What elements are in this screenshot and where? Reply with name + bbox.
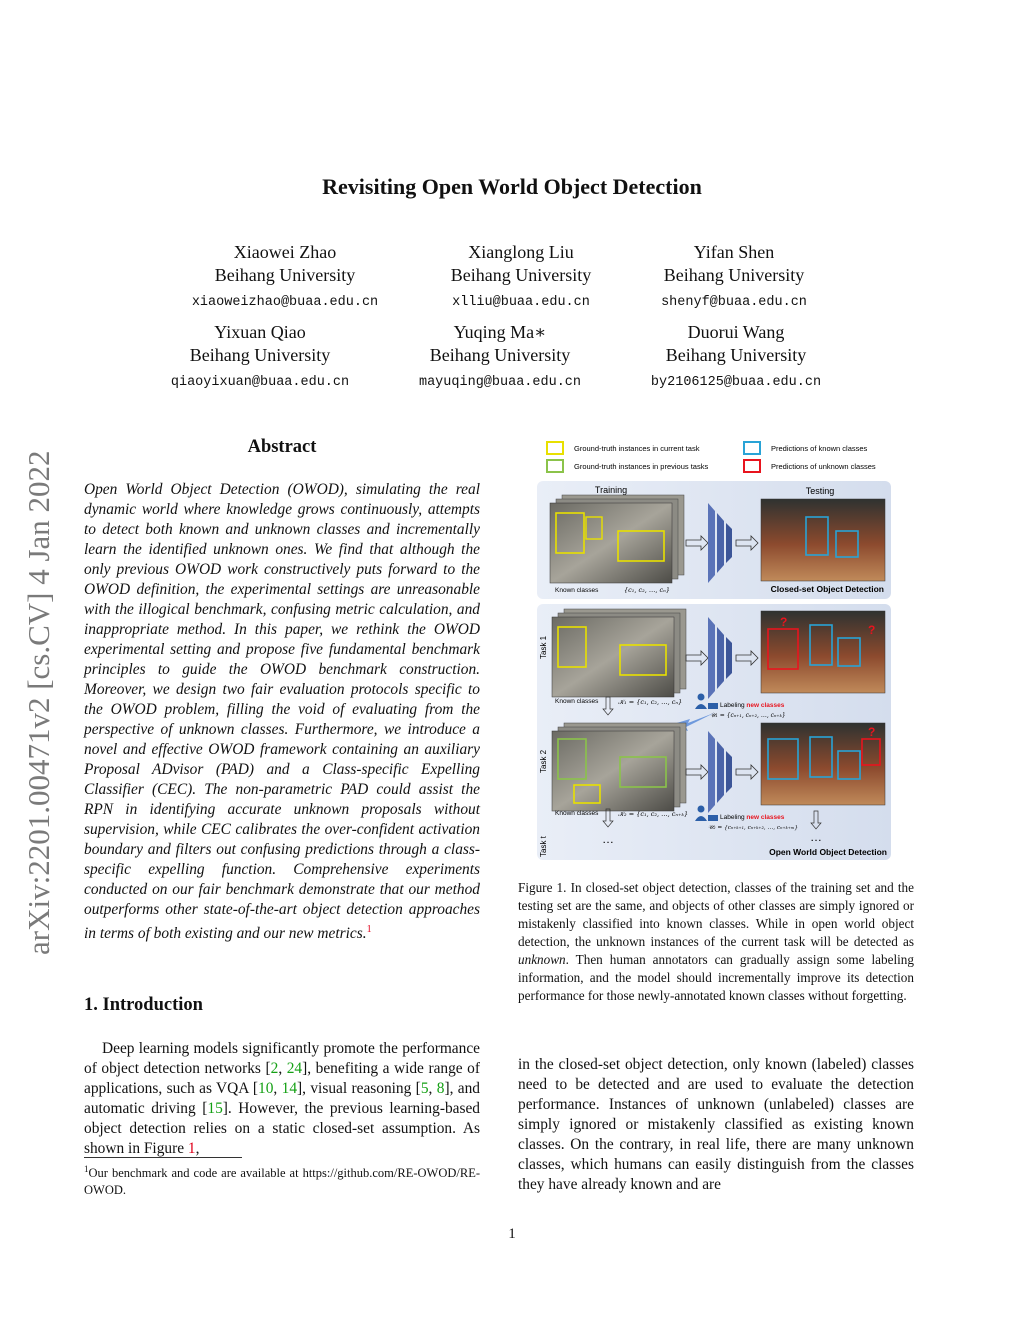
author-name: Xiaowei Zhao <box>233 242 337 262</box>
labeling-new-classes: new classes <box>746 814 785 821</box>
legend-label: Predictions of known classes <box>771 444 868 453</box>
author-email: mayuqing@buaa.edu.cn <box>418 375 582 390</box>
task-2-image <box>552 731 674 811</box>
footnote-mark: 1 <box>84 1164 89 1174</box>
open-world-title: Open World Object Detection <box>769 847 887 857</box>
unknown-question-mark: ? <box>868 725 876 739</box>
citation-link[interactable]: 15 <box>207 1100 223 1117</box>
testing-image <box>761 499 885 581</box>
citation-link[interactable]: 5 <box>420 1080 429 1097</box>
known-classes-label: Known classes <box>555 587 599 594</box>
caption-text: . Then human annotators can gradually assign some labeling information, and the model should incrementally improve its detection performance for those newly-annotated known classes without forgetting. <box>518 952 914 1003</box>
labeling-new-classes: new classes <box>746 702 785 709</box>
figure-1 <box>518 433 914 863</box>
citation-link[interactable]: 24 <box>286 1060 303 1077</box>
footnote <box>84 1161 480 1199</box>
training-label: Training <box>594 485 628 495</box>
footnote-text: Our benchmark and code are available at https://github.com/RE-OWOD/RE-OWOD. <box>84 1166 480 1198</box>
task-t-label: Task t <box>539 836 548 857</box>
legend-swatch-unknown <box>744 460 760 472</box>
continuation-dots: … <box>602 832 614 846</box>
known-classes-label: Known classes <box>555 698 599 705</box>
author-email: xlliu@buaa.edu.cn <box>452 295 590 310</box>
network-layer <box>717 627 724 689</box>
text-run: ], and automatic driving [ <box>84 1080 480 1117</box>
paper-title: Revisiting Open World Object Detection <box>322 174 702 199</box>
known-set-k1: 𝒦₁ = {c₁, c₂, …, cₙ} <box>618 698 683 706</box>
author-name: Duorui Wang <box>687 322 785 342</box>
figure-diagram <box>518 433 914 863</box>
network-layer <box>717 741 724 803</box>
closed-set-panel <box>537 481 891 599</box>
caption-text: Figure 1. In closed-set object detection, classes of the training set and the testing set are the same, and objects of other classes are simply ignored or mistakenly classified into known classes. While in open world object detection, the unknown instances of the current task will be detected as <box>518 880 914 949</box>
caption-emphasis: unknown <box>518 952 566 967</box>
network-layer <box>717 513 724 573</box>
training-image <box>550 503 672 583</box>
author-block <box>370 321 630 390</box>
author-block <box>130 321 390 390</box>
citation-link[interactable]: 8 <box>436 1080 445 1097</box>
legend-label: Predictions of unknown classes <box>771 462 876 471</box>
figure-link[interactable]: 1 <box>187 1140 196 1157</box>
legend-swatch-previous <box>547 460 563 472</box>
text-run: , <box>278 1060 287 1077</box>
network-layer <box>708 731 715 813</box>
figure-legend <box>547 442 876 472</box>
footnote-divider <box>84 1157 242 1158</box>
arxiv-identifier: arXiv:2201.00471v2 [cs.CV] 4 Jan 2022 <box>21 450 56 955</box>
intro-paragraph-right: in the closed-set object detection, only known (labeled) classes need to be detected and are used to evaluate the detection performance. Instances of unknown (unlabeled) classes are simply ignored or mistakenly classified as existing known classes. On the contrary, in real life, there are many unknown classes, which humans can easily distinguish from the classes they have already known and are <box>518 1056 914 1193</box>
author-affiliation: Beihang University <box>214 265 356 285</box>
labeling-prefix: Labeling <box>720 814 745 821</box>
task-1-image <box>552 617 674 697</box>
figure-caption <box>518 879 914 1005</box>
author-email: qiaoyixuan@buaa.edu.cn <box>170 375 350 390</box>
citation-link[interactable]: 14 <box>281 1080 298 1097</box>
text-run: ], visual reasoning [ <box>297 1080 421 1097</box>
text-run: ]. However, the previous learning-based object detection relies on a static closed-set assumption. As shown in Figure <box>84 1100 480 1157</box>
abstract-heading: Abstract <box>247 437 317 457</box>
network-layer <box>708 617 715 699</box>
network-layer <box>708 503 715 583</box>
task-1-label: Task 1 <box>539 635 548 659</box>
citation-link[interactable]: 10 <box>258 1080 274 1097</box>
author-block <box>606 321 866 390</box>
page-number: 1 <box>508 1226 516 1242</box>
author-name: Xianglong Liu <box>468 242 574 262</box>
author-name: Yixuan Qiao <box>214 322 306 342</box>
text-run: Deep learning models significantly promote the performance of object detection networks [ <box>84 1040 480 1077</box>
known-set-k2: 𝒦₂ = {c₁, c₂, …, cₙ₊ₖ} <box>618 810 688 818</box>
legend-label: Ground-truth instances in current task <box>574 444 700 453</box>
text-run: , <box>428 1080 437 1097</box>
closed-set-title: Closed-set Object Detection <box>770 584 884 594</box>
testing-label: Testing <box>805 486 835 496</box>
known-classes-set: {c₁, c₂, …, cₙ} <box>624 586 670 594</box>
author-name: Yifan Shen <box>693 242 775 262</box>
author-affiliation: Beihang University <box>665 345 807 365</box>
open-world-panel <box>537 604 891 860</box>
author-email: shenyf@buaa.edu.cn <box>661 295 807 310</box>
labeling-text <box>720 814 785 821</box>
author-name: Yuqing Ma∗ <box>453 322 547 342</box>
known-classes-label: Known classes <box>555 810 599 817</box>
text-run: , <box>195 1140 200 1157</box>
author-block <box>604 241 864 310</box>
unknown-question-mark: ? <box>868 623 876 637</box>
text-run: , <box>273 1080 282 1097</box>
task-2-label: Task 2 <box>539 749 548 773</box>
author-affiliation: Beihang University <box>429 345 571 365</box>
legend-swatch-current <box>547 442 563 454</box>
labeling-text <box>720 702 785 709</box>
network-layer <box>726 523 732 563</box>
author-affiliation: Beihang University <box>189 345 331 365</box>
abstract-body-text: Open World Object Detection (OWOD), simulating the real dynamic world where knowledge grows continuously, attempts to detect both known and unknown classes and incrementally learn the identified unknown ones. We find that although the only previous OWOD work constructively puts forward to the OWOD definition, the experimental settings are unreasonable with the illogical benchmark, confusing metric calculation, and inappropriate method. In this paper, we rethink the OWOD experimental setting and propose five fundamental benchmark principles to guide the OWOD benchmark construction. Moreover, we design two fair evaluation protocols specific to the OWOD problem, filling the void of evaluating from the perspective of unknown classes. Furthermore, we introduce a novel and effective OWOD framework containing an auxiliary Proposal ADvisor (PAD) and a Class-specific Expelling Classifier (CEC). The non-parametric PAD could assist the RPN in identifying accurate unknown proposals without supervision, while CEC calibrates the over-confident activation boundary and filters out confusing predictions through a class-specific expelling function. Comprehensive experiments conducted on our fair benchmark demonstrate that our method outperforms other state-of-the-art object detection approaches in terms of both existing and our new metrics. <box>84 481 480 943</box>
labeling-prefix: Labeling <box>720 702 745 709</box>
unknown-set-u1: 𝒰₁ = {cₙ₊₁, cₙ₊₂, …, cₙ₊ₖ} <box>710 712 786 719</box>
network-layer <box>726 751 732 793</box>
footnote-link[interactable]: 1 <box>366 924 372 935</box>
author-affiliation: Beihang University <box>450 265 592 285</box>
author-email: by2106125@buaa.edu.cn <box>650 375 822 390</box>
continuation-dots: … <box>810 830 822 844</box>
author-block <box>155 241 415 310</box>
author-email: xiaoweizhao@buaa.edu.cn <box>191 295 379 310</box>
network-layer <box>726 637 732 679</box>
legend-label: Ground-truth instances in previous tasks <box>574 462 709 471</box>
abstract-text <box>84 480 480 944</box>
section-heading-introduction: 1. Introduction <box>84 995 203 1015</box>
citation-link[interactable]: 2 <box>270 1060 279 1077</box>
unknown-question-mark: ? <box>780 615 788 629</box>
task-2-prediction-image <box>761 723 885 805</box>
author-affiliation: Beihang University <box>663 265 805 285</box>
legend-swatch-known <box>744 442 760 454</box>
unknown-set-u2: 𝒰₂ = {cₙ₊ₖ₊₁, cₙ₊ₖ₊₂, …, cₙ₊ₖ₊ₘ} <box>708 825 799 831</box>
text-run: ], benefiting a wide range of applications, such as VQA [ <box>84 1060 480 1097</box>
intro-paragraph-left <box>84 1039 480 1159</box>
